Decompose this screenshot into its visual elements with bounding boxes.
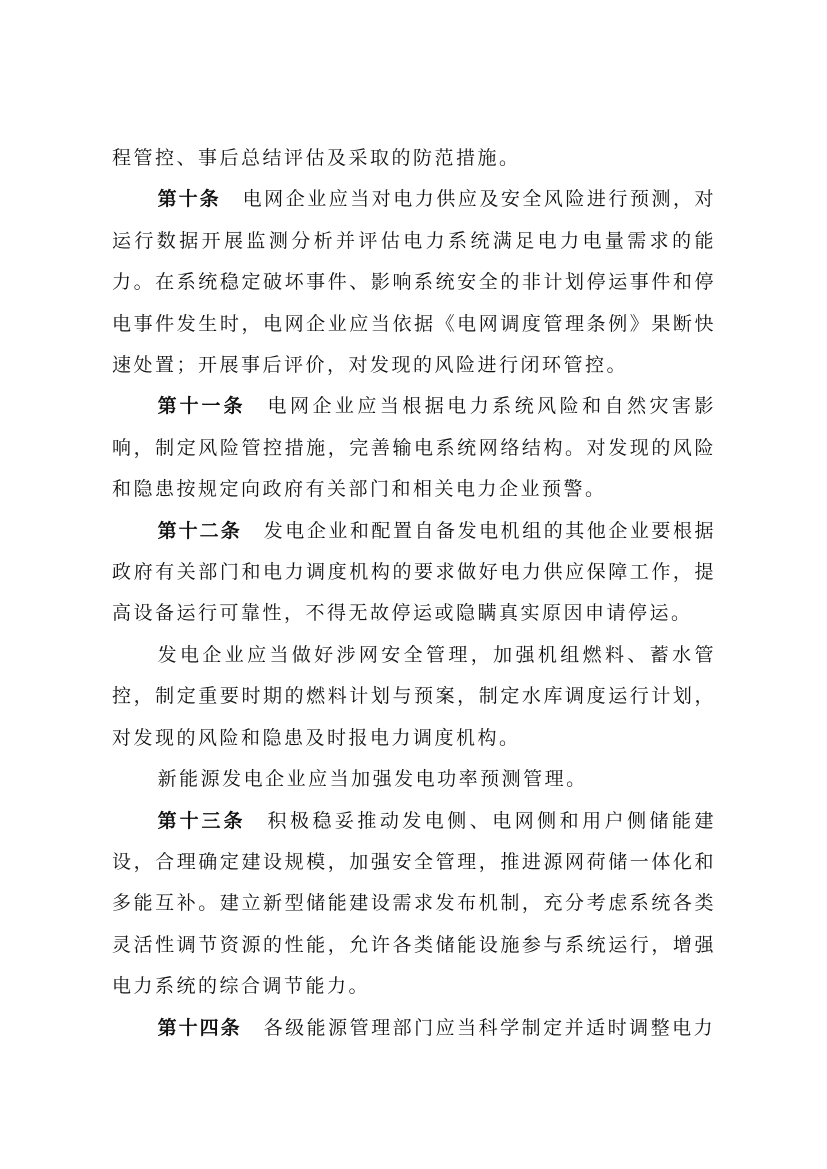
- article-number: 第十一条: [157, 395, 246, 418]
- article-12-paragraph-2: [112, 635, 716, 759]
- article-11-paragraph: [112, 386, 716, 510]
- paragraph-text: 程管控、事后总结评估及采取的防范措施。: [112, 147, 521, 169]
- paragraph-text: 电网企业应当对电力供应及安全风险进行预测，对运行数据开展监测分析并评估电力系统满足电力电量需求的能力。在系统稳定破坏事件、影响系统安全的非计划停运事件和停电事件发生时，电网企业应当依据《电网调度管理条例》果断快速处置；开展事后评价，对发现的风险进行闭环管控。: [112, 188, 716, 377]
- paragraph-text: 各级能源管理部门应当科学制定并适时调整电力: [263, 1016, 716, 1039]
- article-number: 第十二条: [157, 519, 242, 542]
- paragraph-text: 新能源发电企业应当加强发电功率预测管理。: [157, 768, 588, 791]
- article-number: 第十条: [157, 188, 221, 211]
- paragraph-text: 发电企业应当做好涉网安全管理，加强机组燃料、蓄水管控，制定重要时期的燃料计划与预案，制定水库调度运行计划，对发现的风险和隐患及时报电力调度机构。: [112, 643, 716, 749]
- document-body: [112, 138, 716, 1049]
- paragraph-continuation: [112, 138, 716, 179]
- paragraph-text: 发电企业和配置自备发电机组的其他企业要根据政府有关部门和电力调度机构的要求做好电力供应保障工作，提高设备运行可靠性，不得无故停运或隐瞒真实原因申请停运。: [112, 519, 716, 625]
- article-12-paragraph-3: [112, 759, 716, 800]
- article-14-paragraph: [112, 1008, 716, 1049]
- article-10-paragraph: [112, 179, 716, 386]
- article-number: 第十四条: [157, 1016, 242, 1039]
- article-12-paragraph: [112, 511, 716, 635]
- article-number: 第十三条: [157, 809, 246, 832]
- paragraph-text: 电网企业应当根据电力系统风险和自然灾害影响，制定风险管控措施，完善输电系统网络结构。对发现的风险和隐患按规定向政府有关部门和相关电力企业预警。: [112, 395, 716, 501]
- paragraph-text: 积极稳妥推动发电侧、电网侧和用户侧储能建设，合理确定建设规模，加强安全管理，推进源网荷储一体化和多能互补。建立新型储能建设需求发布机制，充分考虑系统各类灵活性调节资源的性能，允许各类储能设施参与系统运行，增强电力系统的综合调节能力。: [112, 809, 716, 998]
- article-13-paragraph: [112, 801, 716, 1008]
